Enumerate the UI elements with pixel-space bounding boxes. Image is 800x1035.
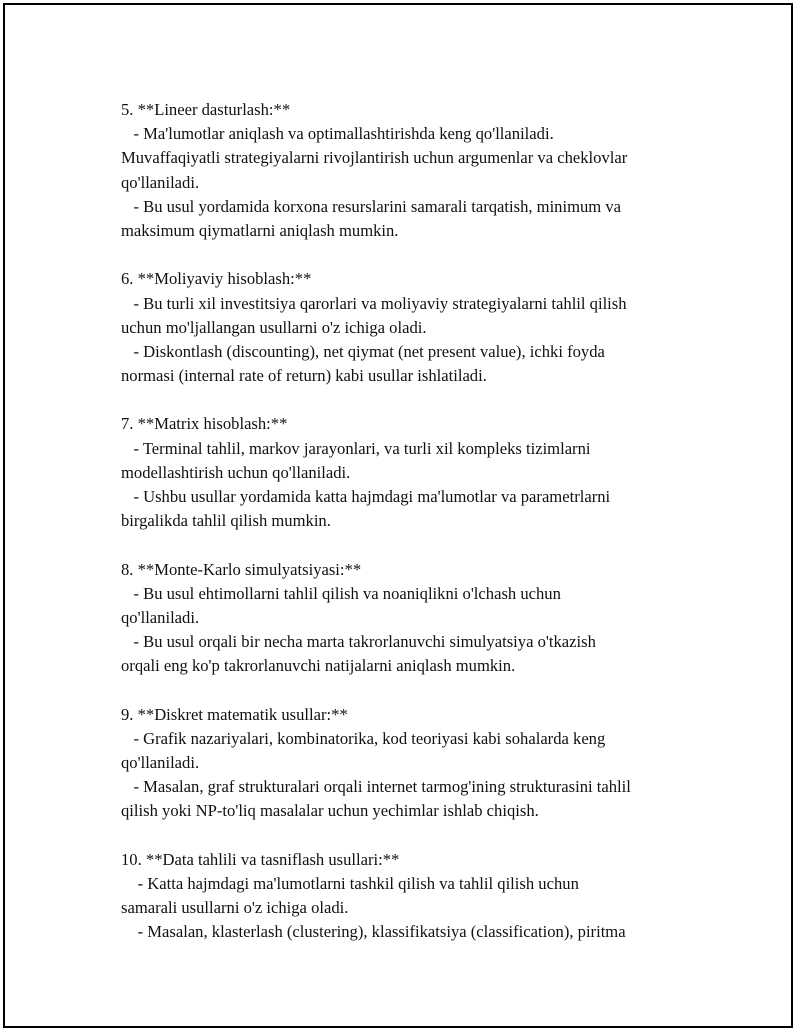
section-7 xyxy=(121,412,721,533)
page-border xyxy=(3,3,793,1028)
text-line: - Bu usul orqali bir necha marta takrorlanuvchi simulyatsiya o'tkazish xyxy=(121,632,596,652)
paragraph-gap xyxy=(121,533,721,557)
paragraph-gap xyxy=(121,824,721,848)
section-heading: 9. **Diskret matematik usullar:** xyxy=(121,704,348,724)
text-line: - Masalan, graf strukturalari orqali internet tarmog'ining strukturasini tahlil xyxy=(121,777,631,797)
text-line: maksimum qiymatlarni aniqlash mumkin. xyxy=(121,220,399,240)
section-5 xyxy=(121,98,721,243)
text-line: orqali eng ko'p takrorlanuvchi natijalarni aniqlash mumkin. xyxy=(121,656,516,676)
text-line: - Ushbu usullar yordamida katta hajmdagi ma'lumotlar va parametrlarni xyxy=(121,487,611,506)
section-6 xyxy=(121,267,721,388)
paragraph-gap xyxy=(121,679,721,703)
text-line: - Katta hajmdagi ma'lumotlarni tashkil qilish va tahlil qilish uchun xyxy=(121,874,579,893)
document-body xyxy=(121,98,721,945)
section-9 xyxy=(121,703,721,824)
text-line: qo'llaniladi. xyxy=(121,172,200,192)
section-heading: 8. **Monte-Karlo simulyatsiyasi:** xyxy=(121,559,362,579)
paragraph-gap xyxy=(121,243,721,267)
text-line: - Ma'lumotlar aniqlash va optimallashtirishda keng qo'llaniladi. xyxy=(121,124,554,144)
text-line: - Bu usul yordamida korxona resurslarini samarali tarqatish, minimum va xyxy=(121,196,622,216)
text-line: samarali usullarni o'z ichiga oladi. xyxy=(121,898,349,918)
section-8 xyxy=(121,558,721,679)
text-line: - Bu usul ehtimollarni tahlil qilish va noaniqlikni o'lchash uchun xyxy=(121,583,561,603)
text-line: - Masalan, klasterlash (clustering), klassifikatsiya (classification), piritma xyxy=(121,922,626,942)
paragraph-gap xyxy=(121,388,721,412)
section-heading: 5. **Lineer dasturlash:** xyxy=(121,100,291,119)
text-line: - Diskontlash (discounting), net qiymat (net present value), ichki foyda xyxy=(121,341,605,361)
section-heading: 7. **Matrix hisoblash:** xyxy=(121,414,288,434)
text-line: normasi (internal rate of return) kabi usullar ishlatiladi. xyxy=(121,366,487,386)
section-heading: 10. **Data tahlili va tasniflash usullari:** xyxy=(121,849,400,869)
section-10 xyxy=(121,848,721,945)
text-line: birgalikda tahlil qilish mumkin. xyxy=(121,511,331,531)
text-line: Muvaffaqiyatli strategiyalarni rivojlantirish uchun argumenlar va cheklovlar xyxy=(121,148,628,168)
section-heading: 6. **Moliyaviy hisoblash:** xyxy=(121,269,312,289)
text-line: uchun mo'ljallangan usullarni o'z ichiga oladi. xyxy=(121,317,427,337)
text-line: - Grafik nazariyalari, kombinatorika, kod teoriyasi kabi sohalarda keng xyxy=(121,728,606,748)
text-line: qilish yoki NP-to'liq masalalar uchun yechimlar ishlab chiqish. xyxy=(121,801,539,821)
text-line: qo'llaniladi. xyxy=(121,753,200,773)
text-line: modellashtirish uchun qo'llaniladi. xyxy=(121,462,351,482)
text-line: qo'llaniladi. xyxy=(121,607,200,627)
text-line: - Terminal tahlil, markov jarayonlari, va turli xil kompleks tizimlarni xyxy=(121,438,591,458)
text-line: - Bu turli xil investitsiya qarorlari va moliyaviy strategiyalarni tahlil qilish xyxy=(121,293,627,313)
